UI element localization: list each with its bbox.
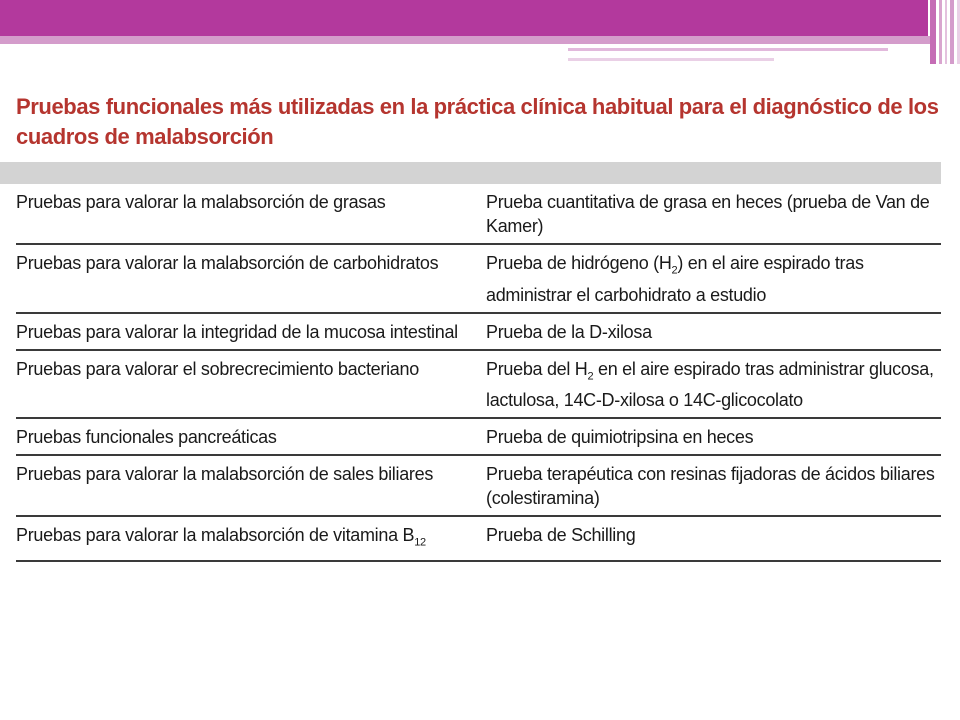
test-method-cell [482, 244, 941, 313]
slide-band-light [0, 36, 934, 44]
test-name-cell: Pruebas para valorar la malabsorción de sales biliares [16, 455, 482, 516]
test-name-cell: Pruebas para valorar el sobrecrecimiento bacteriano [16, 350, 482, 419]
slide-corner-stripe [939, 0, 942, 64]
subscript: 12 [414, 536, 426, 549]
table-row [16, 313, 941, 350]
method-text: en el aire espirado tras administrar glucosa, lactulosa, 14C-D-xilosa o 14C-glicocolato [486, 358, 934, 411]
test-name-cell: Pruebas para valorar la integridad de la mucosa intestinal [16, 313, 482, 350]
slide-corner-stripe [930, 0, 936, 64]
table-title: Pruebas funcionales más utilizadas en la práctica clínica habitual para el diagnóstico de los cuadros de malabsorción [16, 94, 939, 149]
table-header-bar [0, 162, 941, 184]
test-method-cell: Prueba de quimiotripsina en heces [482, 418, 941, 455]
table-row [16, 516, 941, 561]
test-method-cell [482, 350, 941, 419]
method-text: Prueba del H [486, 358, 588, 379]
test-method-cell: Prueba cuantitativa de grasa en heces (prueba de Van de Kamer) [482, 184, 941, 244]
subscript: 2 [671, 264, 678, 277]
method-text: Prueba de hidrógeno (H [486, 253, 672, 273]
test-text: Pruebas para valorar la malabsorción de vitamina B [16, 525, 415, 546]
slide-band-pale-short [568, 58, 774, 61]
test-name-cell: Pruebas funcionales pancreáticas [16, 418, 482, 455]
test-method-cell: Prueba terapéutica con resinas fijadoras de ácidos biliares (colestiramina) [482, 455, 941, 516]
slide-corner-stripe [945, 0, 947, 64]
test-name-cell: Pruebas para valorar la malabsorción de grasas [16, 184, 482, 244]
slide-top-band [0, 0, 928, 36]
slide-corner-stripe [950, 0, 954, 64]
slide-content [16, 92, 941, 562]
test-name-cell: Pruebas para valorar la malabsorción de carbohidratos [16, 244, 482, 313]
table-row [16, 350, 941, 419]
table-row [16, 455, 941, 516]
tests-table [16, 184, 941, 562]
subscript: 2 [587, 370, 594, 383]
method-text: ) en el aire espirado tras administrar el carbohidrato a estudio [486, 253, 864, 305]
test-method-cell: Prueba de Schilling [482, 516, 941, 561]
table-row [16, 418, 941, 455]
test-method-cell: Prueba de la D-xilosa [482, 313, 941, 350]
table-row [16, 184, 941, 244]
table-row [16, 244, 941, 313]
slide-band-pale [568, 48, 888, 51]
test-name-cell [16, 516, 482, 561]
